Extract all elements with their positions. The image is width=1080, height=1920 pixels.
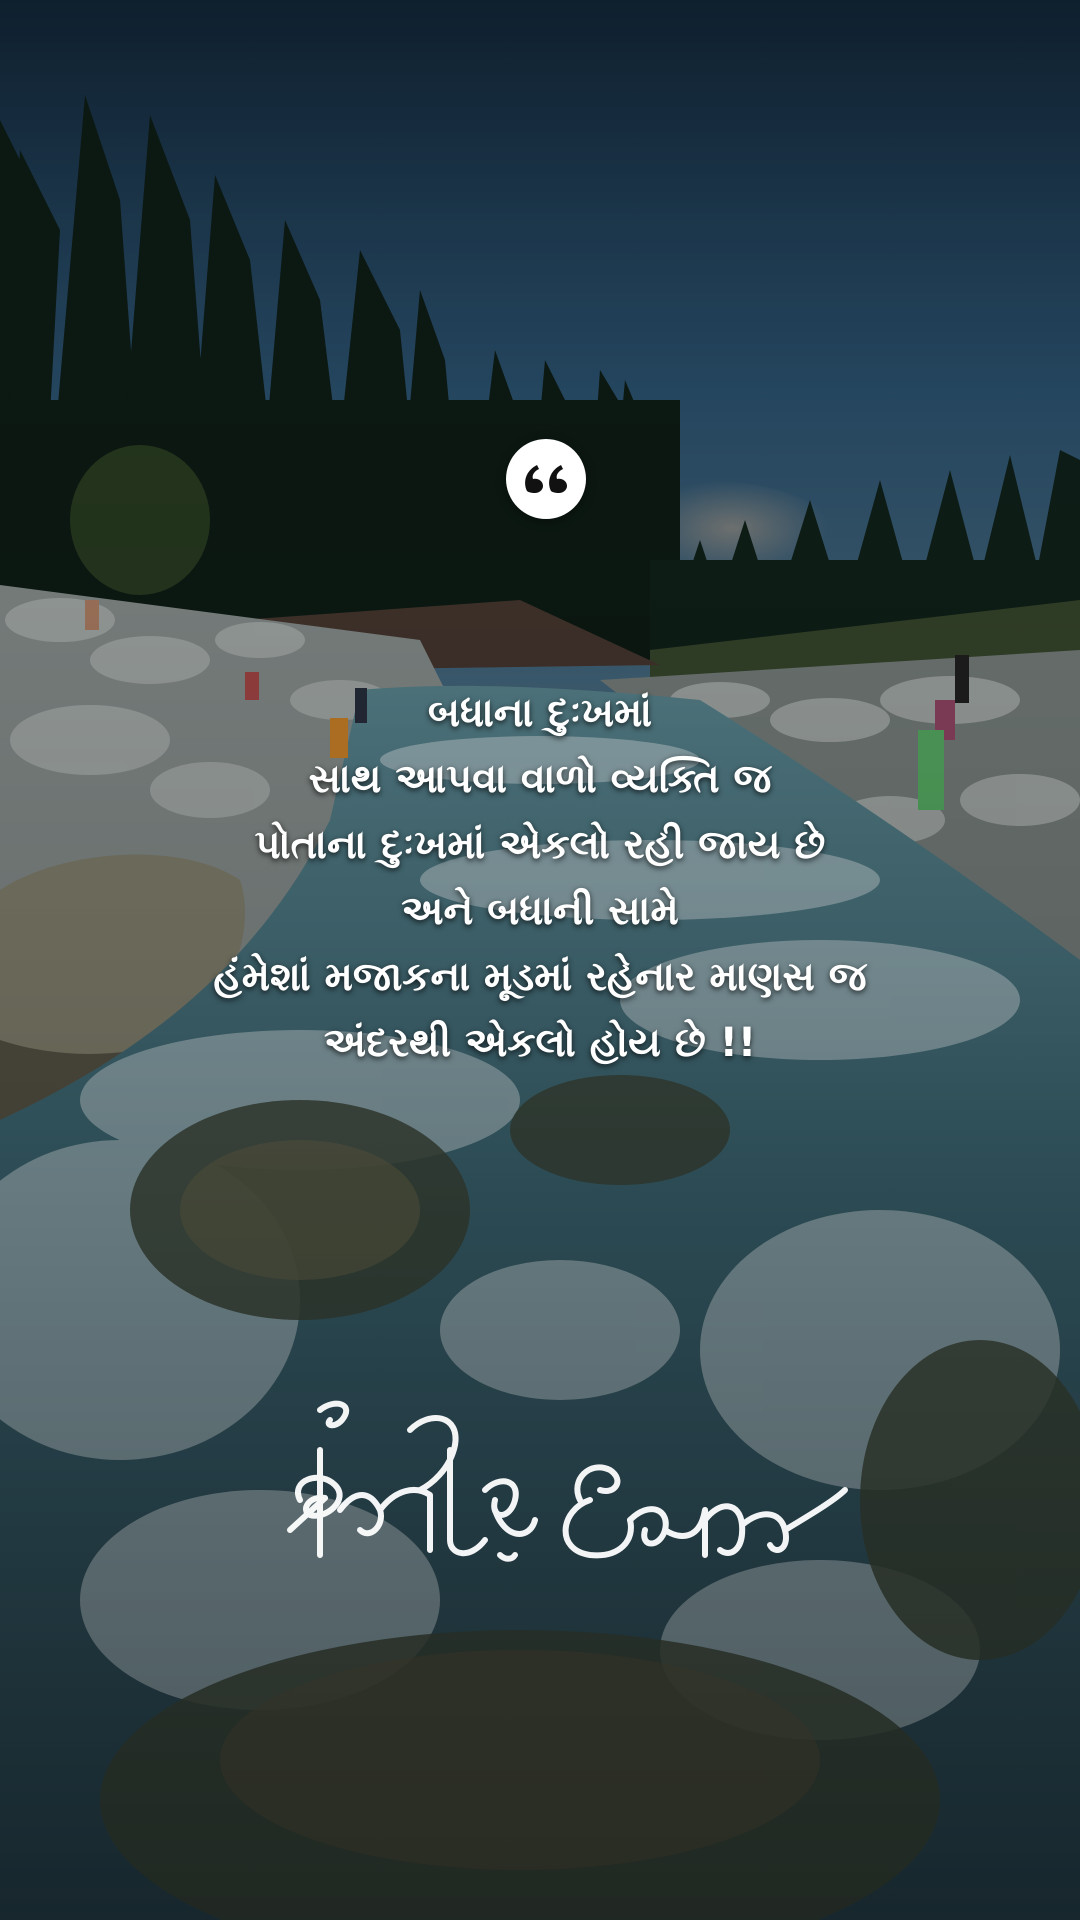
signature-script-icon	[280, 1390, 850, 1580]
quote-line-5: હંમેશાં મજાકના મૂડમાં રહેનાર માણસ જ	[213, 954, 867, 1000]
quote-line-4: અને બધાની સામે	[401, 888, 679, 934]
quote-line-2: સાથ આપવા વાળો વ્યક્તિ જ	[308, 756, 772, 802]
quote-line-6: અંદરથી એકલો હોય છે !!	[323, 1020, 757, 1066]
quote-text	[0, 680, 1080, 1076]
quote-line-1: બધાના દુઃખમાં	[427, 690, 653, 736]
quote-icon	[523, 461, 569, 497]
quote-line-3: પોતાના દુઃખમાં એકલો રહી જાય છે	[254, 822, 826, 868]
handwritten-signature-logo	[280, 1390, 850, 1580]
quote-badge	[506, 439, 586, 519]
